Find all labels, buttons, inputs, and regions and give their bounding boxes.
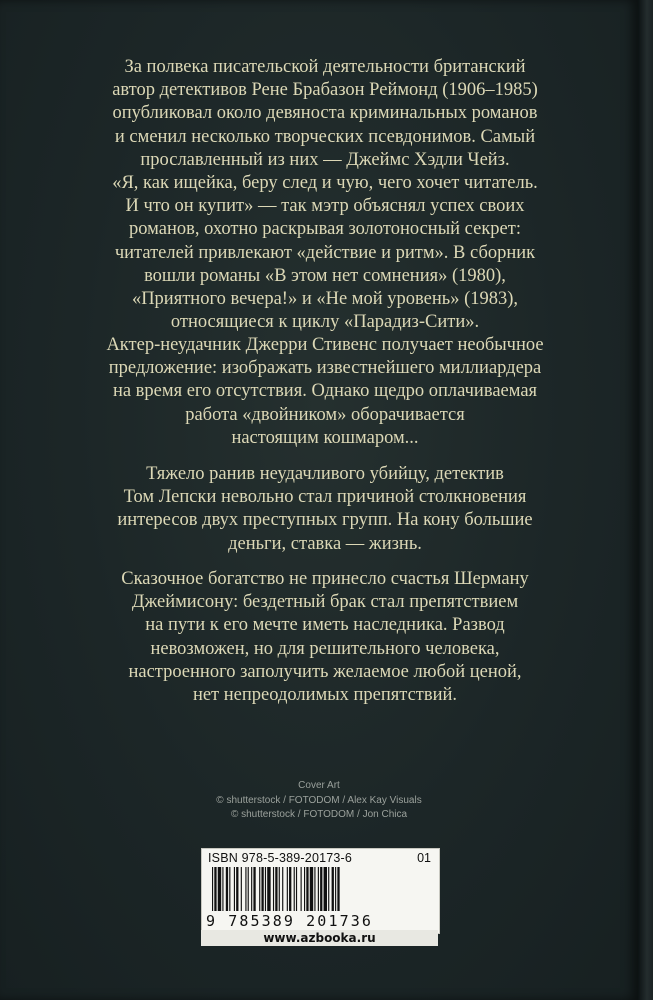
text-line: романов, охотно раскрывая золотоносный секрет: <box>129 219 521 240</box>
barcode-bar <box>282 867 283 911</box>
text-line: настоящим кошмаром... <box>231 427 419 448</box>
text-line: прославленный из них — Джеймс Хэдли Чейз. <box>140 149 510 170</box>
barcode-bar <box>273 867 274 911</box>
text-line: «Я, как ищейка, беру след и чую, чего хочет читатель. <box>112 173 538 194</box>
text-line: Джеймисону: бездетный брак стал препятствием <box>131 592 519 613</box>
barcode-bar <box>218 867 221 911</box>
barcode-bar <box>304 867 305 911</box>
annotation-paragraph-author <box>60 56 590 334</box>
barcode-bar <box>267 867 270 911</box>
text-line: «Приятного вечера!» и «Не мой уровень» (1983), <box>131 289 519 310</box>
text-line: работа «двойником» оборачивается <box>185 404 465 425</box>
text-line: читателей привлекают «действие и ритм». В сборник <box>114 242 536 263</box>
isbn-number: ISBN 978-5-389-20173-6 <box>208 851 353 865</box>
barcode-bar <box>335 867 336 911</box>
annotation-paragraph-novel-1 <box>60 334 590 450</box>
barcode-bar <box>279 867 280 911</box>
barcode-bar <box>212 867 213 911</box>
isbn-barcode <box>201 848 440 934</box>
text-line: опубликовал около девяноста криминальных романов <box>112 103 538 124</box>
barcode-bar <box>259 867 260 911</box>
barcode-bar <box>328 867 329 911</box>
publisher-website: www.azbooka.ru <box>201 930 438 946</box>
barcode-bar <box>310 867 313 911</box>
credits-line: © shutterstock / FOTODOM / Jon Chica <box>230 809 408 820</box>
text-line: Сказочное богатство не принесло счастья Шерману <box>121 569 529 589</box>
text-line: нет непреодолимых препятствий. <box>192 685 458 706</box>
barcode-digits: 9 785389 201736 <box>206 912 373 930</box>
barcode-bars-icon <box>212 867 430 911</box>
annotation-paragraph-novel-2 <box>60 463 590 556</box>
text-line: невозможен, но для решительного человека, <box>150 638 500 659</box>
barcode-bar <box>265 867 266 911</box>
book-edge <box>638 0 653 1000</box>
barcode-bar <box>296 867 297 911</box>
barcode-bar <box>320 867 322 911</box>
text-line: Тяжело ранив неудачливого убийцу, детектив <box>146 464 504 484</box>
barcode-bar <box>301 867 302 911</box>
barcode-bar <box>229 867 230 911</box>
text-line: на время его отсутствия. Однако щедро оплачиваемая <box>112 381 538 402</box>
barcode-bar <box>241 867 242 911</box>
barcode-bar <box>332 867 334 911</box>
annotation-paragraph-novel-3 <box>60 568 590 707</box>
barcode-bar <box>251 867 252 911</box>
barcode-bar <box>294 867 295 911</box>
barcode-bar <box>248 867 249 911</box>
barcode-bar <box>245 867 246 911</box>
text-line: на пути к его мечте иметь наследника. Развод <box>145 615 505 636</box>
barcode-bar <box>275 867 277 911</box>
text-line: настроенного заполучить желаемое любой ценой, <box>128 661 522 682</box>
barcode-bar <box>226 867 228 911</box>
barcode-bar <box>337 867 339 911</box>
text-line: относящиеся к циклу «Парадиз-Сити». <box>170 312 480 333</box>
barcode-addon: 01 <box>417 851 431 865</box>
barcode-bar <box>222 867 223 911</box>
text-line: деньги, ставка — жизнь. <box>228 533 422 554</box>
text-line: И что он купит» — так мэтр объяснял успех своих <box>125 196 525 217</box>
barcode-bar <box>318 867 319 911</box>
barcode-bar <box>289 867 291 911</box>
text-line: интересов двух преступных групп. На кону большие <box>117 510 533 531</box>
barcode-bar <box>214 867 216 911</box>
barcode-bar <box>234 867 235 911</box>
text-line: вошли романы «В этом нет сомнения» (1980), <box>144 265 506 286</box>
credits-heading: Cover Art <box>298 780 340 791</box>
cover-art-credits <box>0 779 638 823</box>
barcode-bar <box>261 867 263 911</box>
text-line: автор детективов Рене Брабазон Реймонд (1906–1985) <box>112 80 538 101</box>
barcode-bar <box>253 867 255 911</box>
text-line: предложение: изображать известнейшего миллиардера <box>108 358 542 379</box>
barcode-bar <box>287 867 288 911</box>
barcode-bar <box>314 867 315 911</box>
text-line: За полвека писательской деятельности британский <box>124 57 526 77</box>
barcode-bar <box>324 867 327 911</box>
barcode-bar <box>306 867 308 911</box>
text-line: Том Лепски невольно стал причиной столкновения <box>123 487 527 508</box>
text-line: и сменил несколько творческих псевдонимов. Самый <box>114 126 536 147</box>
text-line: Актер-неудачник Джерри Стивенс получает необычное <box>106 335 544 355</box>
barcode-bar <box>236 867 238 911</box>
credits-line: © shutterstock / FOTODOM / Alex Kay Visuals <box>216 794 422 806</box>
